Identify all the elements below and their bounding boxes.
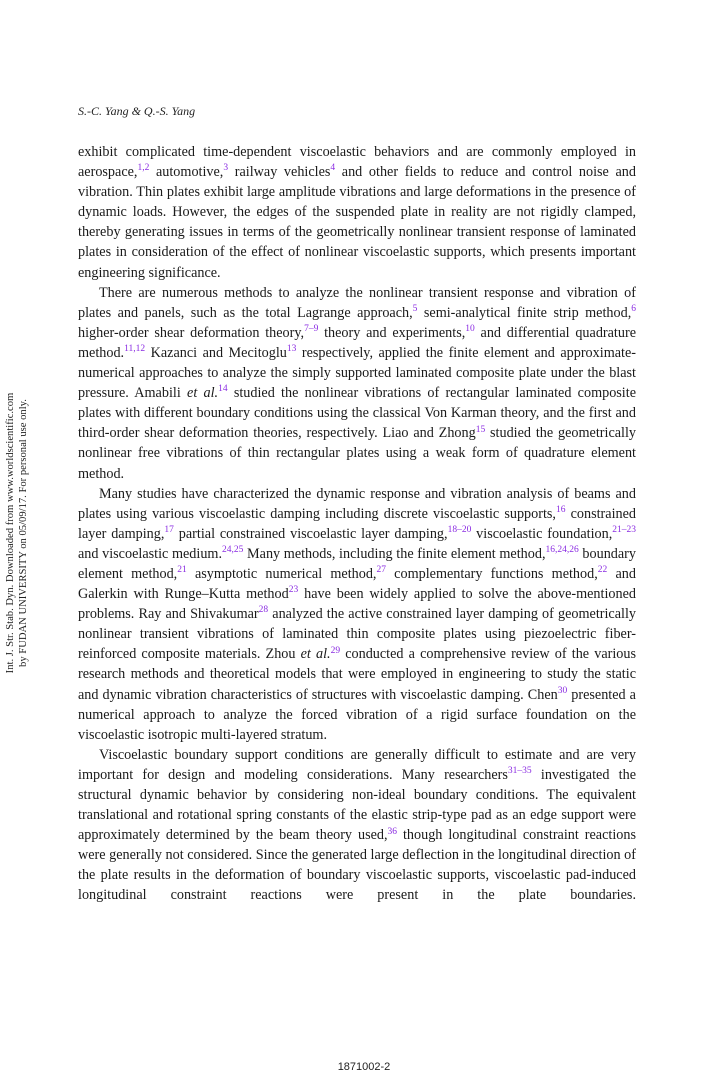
text-run: exhibit complicated time-dependent viscoelastic behaviors and are commonly employed in aerospace, [78,144,636,181]
text-run: studied the nonlinear vibrations of rectangular laminated composite plates with different boundary conditions using the classical Von Karman theory, and the first and third-order shear deformation theories, respectively. Liao and Zhong [78,385,636,442]
page-number: 1871002-2 [337,1061,391,1073]
text-run: Kazanci and Mecitoglu [145,344,287,361]
text-run: analyzed the active constrained layer damping of geometrically nonlinear transient vibrations of laminated thin composite plates using piezoelectric fiber-reinforced composite materials. Zhou [78,606,637,663]
citation-link[interactable]: 5 [412,304,418,315]
text-run: semi-analytical finite strip method, [417,304,632,321]
citation-link[interactable]: 36 [387,826,398,837]
citation-link[interactable]: 17 [164,525,174,536]
citation-link[interactable]: 29 [330,645,341,656]
paragraph [78,142,636,283]
text-run: complementary functions method, [385,565,598,582]
citation-link[interactable]: 7–9 [304,324,319,335]
text-run: viscoelastic foundation, [471,525,613,542]
running-head: S.-C. Yang & Q.-S. Yang [78,104,196,118]
citation-link[interactable]: 6 [631,304,636,315]
citation-link[interactable]: 16,24,26 [545,545,579,556]
text-run: constrained layer damping, [78,505,636,542]
paragraph [78,283,636,484]
citation-link[interactable]: 31–35 [507,766,532,777]
text-run: Viscoelastic boundary support conditions are generally difficult to estimate and are very important for design and modeling considerations. Many researchers [78,746,636,783]
text-run: presented a numerical approach to analyze the forced vibration of a rigid surface foundation on the viscoelastic isotropic multi-layered stratum. [78,686,636,743]
text-run: railway vehicles [228,164,331,181]
text-run: and Galerkin with Runge–Kutta method [78,565,636,603]
text-run: investigated the structural dynamic behavior by considering non-ideal boundary conditions. The equivalent translational and rotational spring constants of the elastic strip-type pad as an edge support were approximately determined by the beam theory used, [78,766,637,844]
citation-link[interactable]: 24,25 [222,545,244,556]
paragraph [78,484,636,745]
text-run: higher-order shear deformation theory, [78,324,305,341]
italic-text: et al. [300,646,331,663]
citation-link[interactable]: 16 [555,505,566,515]
text-run: boundary element method, [78,545,636,582]
citation-link[interactable]: 18–20 [447,525,472,536]
paragraph [78,745,636,906]
text-run: studied the geometrically nonlinear free vibrations of thin rectangular plates using a weak form of quadrature element method. [78,425,637,482]
text-run: and other fields to reduce and control noise and vibration. Thin plates exhibit large amplitude vibrations and large deformations in the presence of dynamic loads. However, the edges of the suspended plate in reality are not rigidly clamped, thereby generating issues in terms of the geometrically nonlinear transient response of laminated plates in consideration of the effect of nonlinear viscoelastic supports, which presents important engineering significance. [78,164,636,281]
citation-link[interactable]: 1,2 [137,163,150,174]
text-run: partial constrained viscoelastic layer damping, [173,525,448,542]
citation-link[interactable]: 14 [218,384,228,395]
text-run: There are numerous methods to analyze the nonlinear transient response and vibration of plates and panels, such as the total Lagrange approach, [78,284,636,321]
italic-text: et al. [187,385,219,402]
citation-link[interactable]: 22 [597,565,608,576]
text-run: Many methods, including the finite element method, [243,545,546,562]
citation-link[interactable]: 3 [223,163,229,174]
citation-link[interactable]: 21 [177,565,187,576]
text-run: and differential quadrature method. [78,324,636,361]
citation-link[interactable]: 15 [475,424,486,435]
citation-link[interactable]: 10 [465,324,475,335]
text-run: though longitudinal constraint reactions were generally not considered. Since the generated large deflection in the longitudinal direction of the plate results in the deformation of boundary viscoelastic supports, viscoelastic pad-induced longitudinal constraint reactions were present in the plate boundaries. [78,827,636,904]
text-run: theory and experiments, [318,324,466,341]
download-notice [4,378,34,688]
citation-link[interactable]: 27 [376,565,386,576]
citation-link[interactable]: 23 [288,585,299,596]
citation-link[interactable]: 21–23 [612,525,636,536]
download-notice-line-2: by FUDAN UNIVERSITY on 05/09/17. For personal use only. [18,399,29,667]
citation-link[interactable]: 11,12 [124,344,146,355]
text-run: and viscoelastic medium. [78,545,223,562]
body-text [78,142,636,906]
text-run: Many studies have characterized the dynamic response and vibration analysis of beams and plates using various viscoelastic damping including discrete viscoelastic supports, [78,485,636,522]
citation-link[interactable]: 30 [557,685,568,696]
text-run: respectively, applied the finite element and approximate-numerical approaches to analyze the simply supported laminated composite plate under the blast pressure. Amabili [78,344,636,402]
text-run: have been widely applied to solve the above-mentioned problems. Ray and Shivakumar [78,586,636,623]
text-run: conducted a comprehensive review of the various research methods and theoretical models that were employed in engineering to study the static and dynamic vibration characteristics of structures with viscoelastic damping. Chen [78,646,636,703]
download-notice-line-1: Int. J. Str. Stab. Dyn. Downloaded from www.worldscientific.com [5,392,16,674]
citation-link[interactable]: 13 [286,344,297,355]
text-run: automotive, [149,164,224,181]
citation-link[interactable]: 28 [258,605,269,616]
citation-link[interactable]: 4 [330,163,336,174]
text-run: asymptotic numerical method, [186,565,377,582]
